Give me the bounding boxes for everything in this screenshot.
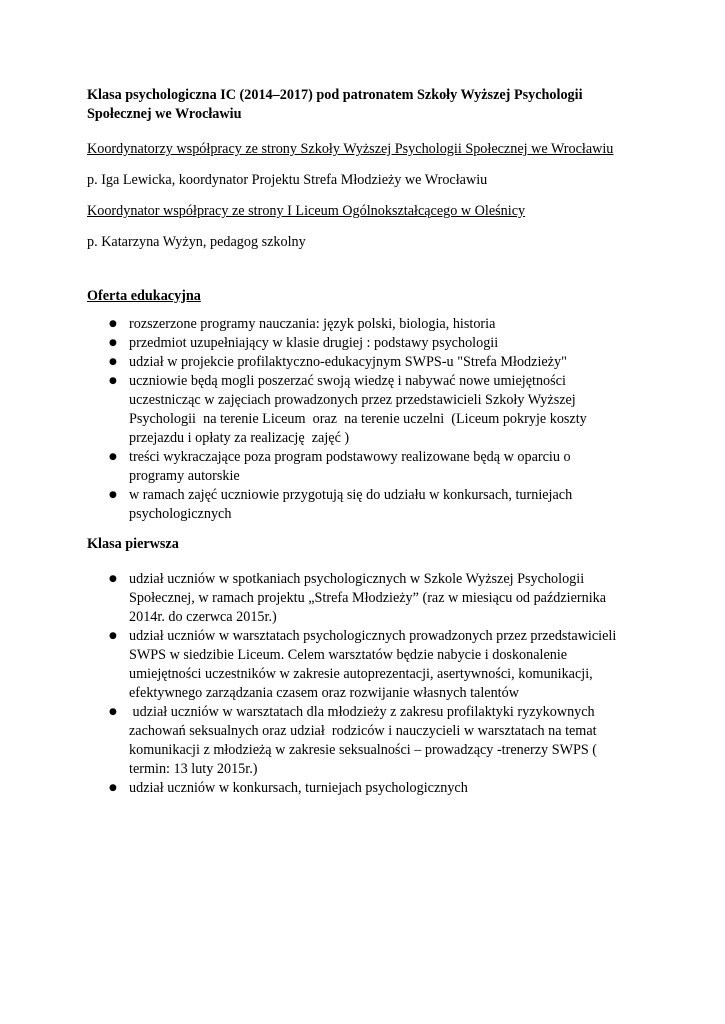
list-item: [87, 570, 647, 627]
first-class-heading: Klasa pierwsza: [87, 536, 179, 552]
school-coordinator-heading: Koordynator współpracy ze strony I Liceum Ogólnokształcącego w Oleśnicy: [87, 203, 526, 219]
bullet-icon: ●: [109, 783, 117, 793]
bullet-icon: ●: [109, 319, 117, 329]
list-item-line: udział uczniów w warsztatach psychologicznych prowadzonych przez przedstawicieli: [129, 628, 617, 644]
document-title: [87, 86, 647, 124]
list-item: [87, 486, 647, 524]
list-item-line: udział w projekcie profilaktyczno-edukacyjnym SWPS-u "Strefa Młodzieży": [129, 354, 567, 370]
title-line-1: Klasa psychologiczna IC (2014–2017) pod patronatem Szkoły Wyższej Psychologii: [87, 87, 583, 103]
bullet-icon: ●: [109, 490, 117, 500]
list-item-line: Psychologii na terenie Liceum oraz na terenie uczelni (Liceum pokryje koszty: [129, 411, 587, 427]
list-item-line: zachowań seksualnych oraz udział rodziców i nauczycieli w warsztatach na temat: [129, 723, 597, 739]
offer-heading: Oferta edukacyjna: [87, 288, 201, 304]
list-item-line: udział uczniów w spotkaniach psychologicznych w Szkole Wyższej Psychologii: [129, 571, 585, 587]
list-item-line: rozszerzone programy nauczania: język polski, biologia, historia: [129, 316, 496, 332]
list-item: [87, 779, 647, 798]
list-item-line: umiejętności uczestników w zakresie autoprezentacji, asertywności, komunikacji,: [129, 666, 593, 682]
list-item-line: w ramach zajęć uczniowie przygotują się do udziału w konkursach, turniejach: [129, 487, 573, 503]
list-item-line: komunikacji z młodzieżą w zakresie seksualności – prowadzący -trenerzy SWPS (: [129, 742, 598, 758]
list-item-line: psychologicznych: [129, 506, 232, 522]
offer-list: [87, 315, 647, 524]
title-line-2: Społecznej we Wrocławiu: [87, 106, 242, 122]
list-item: [87, 703, 647, 779]
list-item: [87, 334, 647, 353]
swps-coordinators-heading: Koordynatorzy współpracy ze strony Szkoły Wyższej Psychologii Społecznej we Wrocławiu: [87, 141, 614, 157]
list-item-line: uczestnicząc w zajęciach prowadzonych przez przedstawicieli Szkoły Wyższej: [129, 392, 576, 408]
list-item-line: Społecznej, w ramach projektu „Strefa Młodzieży” (raz w miesiącu od października: [129, 590, 607, 606]
bullet-icon: ●: [109, 631, 117, 641]
list-item-line: treści wykraczające poza program podstawowy realizowane będą w oparciu o: [129, 449, 571, 465]
list-item: [87, 627, 647, 703]
list-item: [87, 353, 647, 372]
document-page: [87, 86, 647, 798]
list-item-line: 2014r. do czerwca 2015r.): [129, 609, 277, 625]
list-item-line: przejazdu i opłaty za realizację zajęć ): [129, 430, 350, 446]
bullet-icon: ●: [109, 707, 117, 717]
list-item: [87, 372, 647, 448]
first-class-list: [87, 570, 647, 798]
list-item: [87, 315, 647, 334]
bullet-icon: ●: [109, 338, 117, 348]
swps-coordinator-person: p. Iga Lewicka, koordynator Projektu Strefa Młodzieży we Wrocławiu: [87, 172, 488, 188]
bullet-icon: ●: [109, 574, 117, 584]
list-item-line: SWPS w siedzibie Liceum. Celem warsztatów będzie nabycie i doskonalenie: [129, 647, 568, 663]
school-coordinator-person: p. Katarzyna Wyżyn, pedagog szkolny: [87, 234, 306, 250]
list-item-line: termin: 13 luty 2015r.): [129, 761, 258, 777]
list-item-line: uczniowie będą mogli poszerzać swoją wiedzę i nabywać nowe umiejętności: [129, 373, 566, 389]
bullet-icon: ●: [109, 452, 117, 462]
list-item-line: programy autorskie: [129, 468, 240, 484]
list-item-line: przedmiot uzupełniający w klasie drugiej : podstawy psychologii: [129, 335, 499, 351]
list-item-line: efektywnego zarządzania czasem oraz rozwijanie własnych talentów: [129, 685, 519, 701]
bullet-icon: ●: [109, 357, 117, 367]
list-item-line: udział uczniów w konkursach, turniejach psychologicznych: [129, 780, 468, 796]
list-item-line: udział uczniów w warsztatach dla młodzieży z zakresu profilaktyki ryzykownych: [129, 704, 595, 720]
list-item: [87, 448, 647, 486]
bullet-icon: ●: [109, 376, 117, 386]
